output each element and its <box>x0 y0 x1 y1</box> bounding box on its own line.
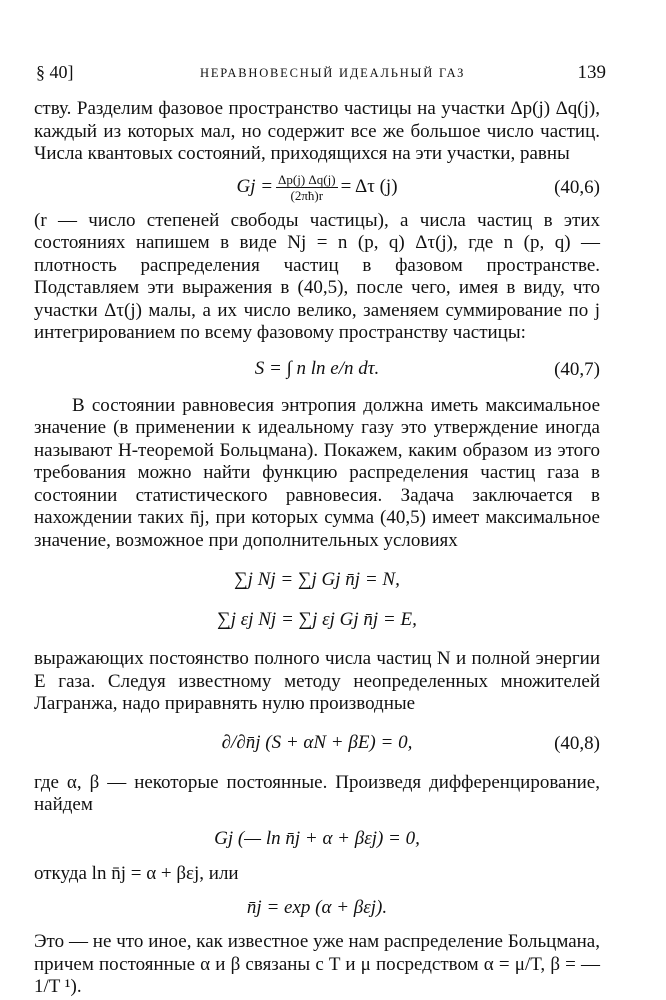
page-number: 139 <box>577 62 606 83</box>
equation-40-7 <box>34 345 600 395</box>
running-title: НЕРАВНОВЕСНЫЙ ИДЕАЛЬНЫЙ ГАЗ <box>200 66 466 80</box>
eq6-text: n̄j = exp (α + βεj). <box>246 896 388 918</box>
eq1-numerator: Δp(j) Δq(j) <box>278 172 336 187</box>
eq1-lhs: Gj = <box>236 176 274 198</box>
paragraph-4: выражающих постоянство полного числа частиц N и полной энергии E газа. Следуя известному методу неопределенных множителей Лагранжа, надо приравнять нулю производные <box>34 648 600 714</box>
eq1-denominator: (2πħ)r <box>290 188 324 203</box>
paragraph-7: Это — не что иное, как известное уже нам распределение Больцмана, причем постоянные α и β связаны с T и μ посредством α = μ/T, β = —1/T ¹). <box>34 931 600 997</box>
equation-conditions <box>34 560 600 640</box>
eq2-text: S = ∫ n ln e/n dτ. <box>254 358 380 380</box>
eq2-number: (40,7) <box>554 358 600 380</box>
eq4-text: ∂/∂n̄j (S + αN + βE) = 0, <box>221 732 413 754</box>
paragraph-1: ству. Разделим фазовое пространство частицы на участки Δp(j) Δq(j), каждый из которых мал, но содержит все же большое число частиц. Числа квантовых состояний, приходящихся на эти участки, равны <box>34 98 600 164</box>
eq3-line-2: ∑j εj Nj = ∑j εj Gj n̄j = E, <box>217 608 417 630</box>
eq5-text: Gj (— ln n̄j + α + βεj) = 0, <box>214 828 420 850</box>
equation-boltzmann <box>34 885 600 931</box>
equation-40-8 <box>34 716 600 772</box>
paragraph-6: откуда ln n̄j = α + βεj, или <box>34 862 239 884</box>
page-body <box>34 98 600 999</box>
eq1-fraction <box>276 172 338 203</box>
paragraph-5: где α, β — некоторые постоянные. Произведя дифференцирование, найдем <box>34 771 600 815</box>
eq3-line-1: ∑j Nj = ∑j Gj n̄j = N, <box>234 568 400 590</box>
eq1-rhs: = Δτ (j) <box>340 176 398 198</box>
paragraph-3: В состоянии равновесия энтропия должна иметь максимальное значение (в применении к идеальному газу это утверждение иногда называют H-теоремой Больцмана). Покажем, каким образом из этого требования можно найти функцию распределения частиц газа в состоянии статистического равновесия. Задача заключается в нахождении таких n̄j, при которых сумма (40,5) имеет максимальное значение, возможное при дополнительных условиях <box>34 394 600 551</box>
section-marker: § 40] <box>36 62 74 82</box>
paragraph-2: (r — число степеней свободы частицы), а числа частиц в этих состояниях напишем в виде Nj = n (p, q) Δτ(j), где n (p, q) — плотность распределения частиц в фазовом пространстве. Подставляем эти выражения в (40,5), после чего, имея в виду, что участки Δτ(j) малы, а их число велико, заменяем суммирование по j интегрированием по всему фазовому пространству частицы: <box>34 209 600 343</box>
eq1-number: (40,6) <box>554 176 600 198</box>
eq4-number: (40,8) <box>554 732 600 754</box>
equation-40-6 <box>34 166 600 210</box>
equation-derivative-result <box>34 817 600 863</box>
